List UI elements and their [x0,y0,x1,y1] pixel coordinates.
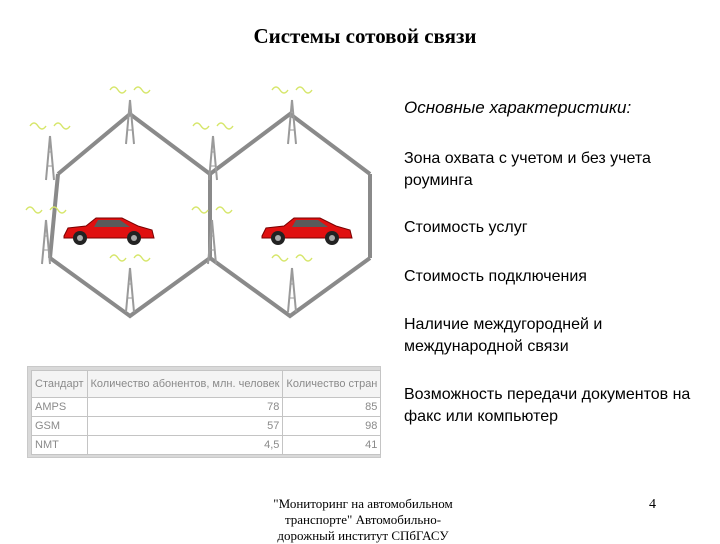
standard-name: NMT [32,436,88,455]
table-row [32,398,381,417]
countries-value: 85 [283,398,381,417]
table-header-row [32,371,381,398]
countries-value: 98 [283,417,381,436]
standards-table [27,366,381,458]
subscribers-value: 57 [87,417,283,436]
countries-value: 41 [283,436,381,455]
hexagon-grid [50,114,370,316]
standard-name: AMPS [32,398,88,417]
table-row [32,417,381,436]
characteristics-heading: Основные характеристики: [404,98,632,117]
feature-document-transfer: Возможность передачи документов на факс или компьютер [404,386,691,425]
feature-coverage: Зона охвата с учетом и без учета роуминга [404,150,651,189]
column-header: Количество стран [283,371,381,398]
column-header: Количество абонентов, млн. человек [87,371,283,398]
table-row [32,436,381,455]
cell-tower-icon [26,87,312,312]
feature-long-distance: Наличие междугородней и международной связи [404,316,603,355]
slide-title: Системы сотовой связи [253,24,477,48]
feature-service-cost: Стоимость услуг [404,219,528,236]
column-header: Стандарт [32,371,88,398]
standard-name: GSM [32,417,88,436]
feature-connection-cost: Стоимость подключения [404,268,587,285]
slide-footer: "Мониторинг на автомобильном транспорте" Автомобильно-дорожный институт СПбГАСУ [273,496,453,543]
cellular-coverage-diagram [0,60,390,360]
subscribers-value: 4,5 [87,436,283,455]
page-number: 4 [649,497,656,512]
subscribers-value: 78 [87,398,283,417]
